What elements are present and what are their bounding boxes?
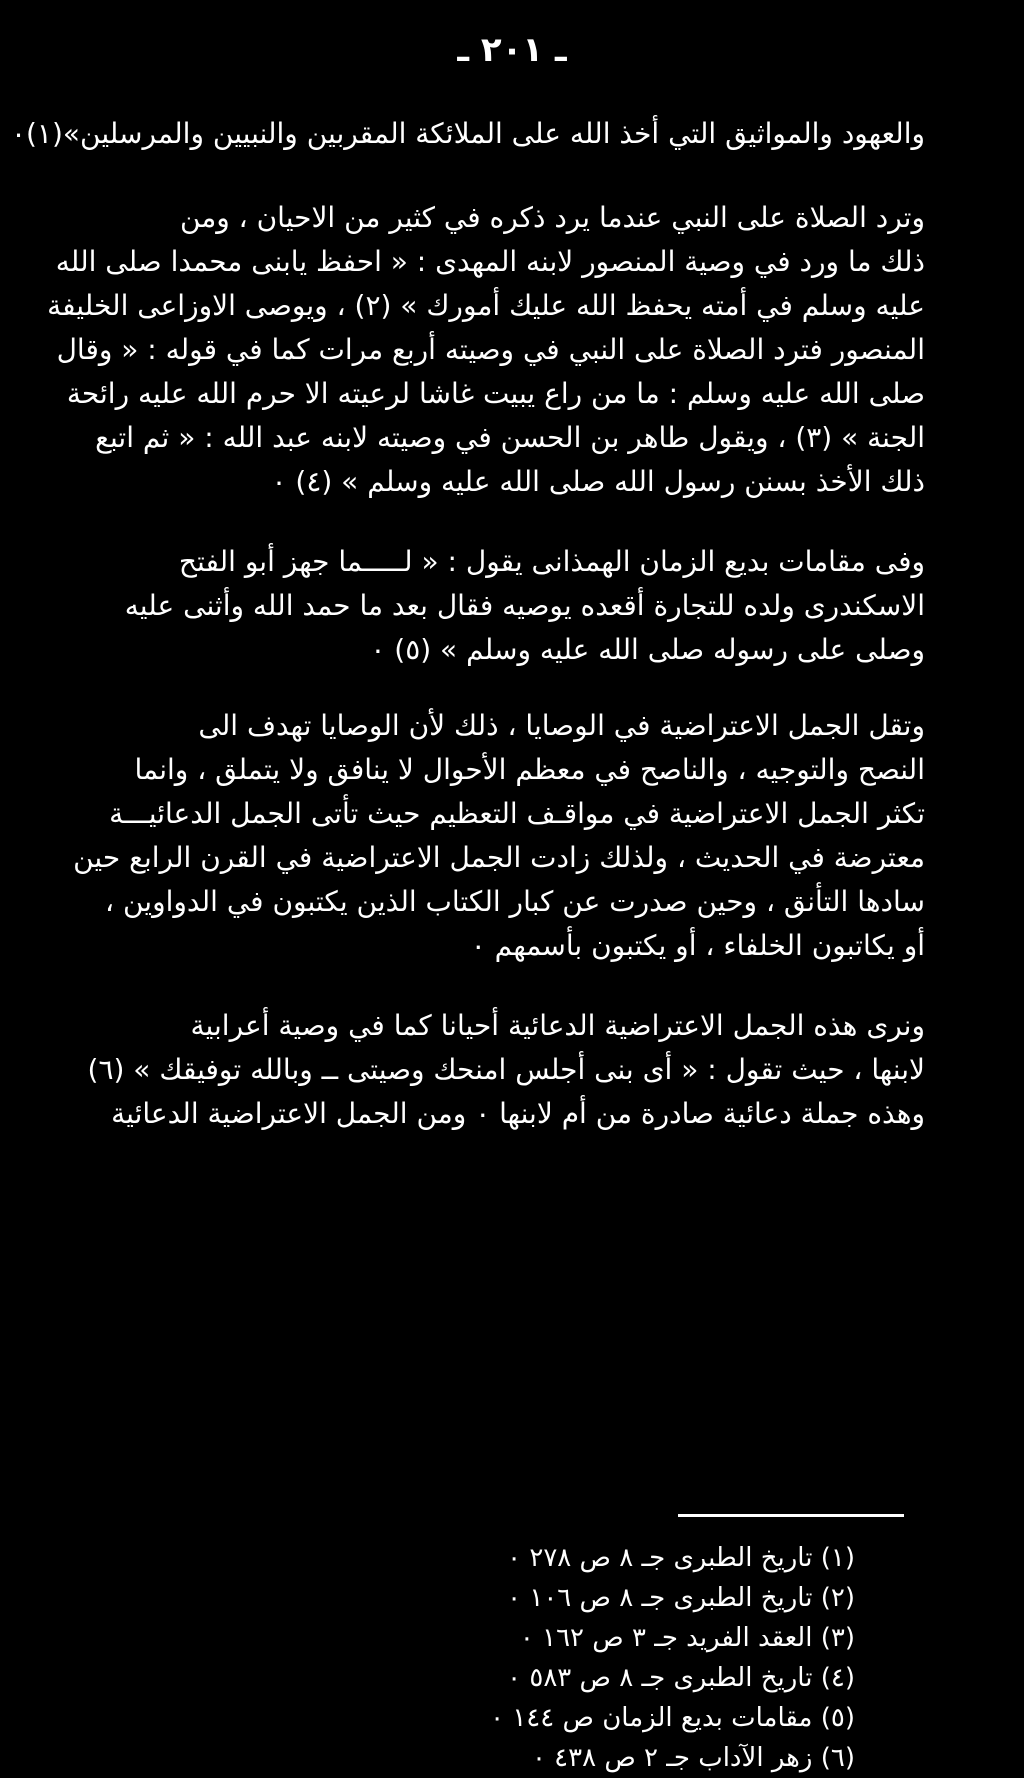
text-line: ذلك ما ورد في وصية المنصور لابنه المهدى : « احفظ يابنى محمدا صلى الله (55, 245, 925, 278)
text-line: الاسكندرى ولده للتجارة أقعده يوصيه فقال بعد ما حمد الله وأثنى عليه (124, 589, 925, 622)
text-line: تكثر الجمل الاعتراضية في مواقـف التعظيم حيث تأتى الجمل الدعائيـــة (109, 797, 925, 830)
text-line: لابنها ، حيث تقول : « أى بنى أجلس امنحك وصيتى ــ وبالله توفيقك » (٦) (87, 1053, 925, 1086)
footnote (507, 1578, 855, 1618)
text-line: صلى الله عليه وسلم : ما من راع يبيت غاشا لرعيته الا حرم الله عليه رائحة (66, 377, 925, 410)
text-line: عليه وسلم في أمته يحفظ الله عليك أمورك » (٢) ، ويوصى الاوزاعى الخليفة (47, 289, 925, 322)
footnote-marker: (٢) (820, 1583, 855, 1613)
footnote-text: مقامات بديع الزمان ص ١٤٤ ٠ (490, 1703, 813, 1733)
text-line: وتقل الجمل الاعتراضية في الوصايا ، ذلك لأن الوصايا تهدف الى (198, 709, 925, 742)
footnote-marker: (٥) (820, 1703, 855, 1733)
footnote-text: تاريخ الطبرى جـ ٨ ص ١٠٦ ٠ (507, 1583, 813, 1613)
footnote-marker: (٦) (820, 1743, 855, 1773)
text-line: ونرى هذه الجمل الاعتراضية الدعائية أحيانا كما في وصية أعرابية (190, 1009, 925, 1042)
footnote-marker: (٣) (820, 1623, 855, 1653)
footnote-separator (678, 1514, 904, 1517)
text-line: أو يكاتبون الخلفاء ، أو يكتبون بأسمهم ٠ (470, 929, 925, 962)
footnote (490, 1698, 855, 1738)
footnote-marker: (٤) (820, 1663, 855, 1693)
text-line: معترضة في الحديث ، ولذلك زادت الجمل الاعتراضية في القرن الرابع حين (73, 841, 925, 874)
footnote (507, 1658, 855, 1698)
footnote-marker: (١) (820, 1543, 855, 1573)
text-line: المنصور فترد الصلاة على النبي في وصيته أربع مرات كما في قوله : « وقال (56, 333, 925, 366)
footnote-text: تاريخ الطبرى جـ ٨ ص ٥٨٣ ٠ (507, 1663, 813, 1693)
footnote-text: تاريخ الطبرى جـ ٨ ص ٢٧٨ ٠ (507, 1543, 813, 1573)
text-line: النصح والتوجيه ، والناصح في معظم الأحوال لا ينافق ولا يتملق ، وانما (134, 753, 925, 786)
footnote-text: العقد الفريد جـ ٣ ص ١٦٢ ٠ (519, 1623, 813, 1653)
text-line: وفى مقامات بديع الزمان الهمذانى يقول : « لـــــما جهز أبو الفتح (178, 545, 925, 578)
text-line: سادها التأنق ، وحين صدرت عن كبار الكتاب الذين يكتبون في الدواوين ، (105, 885, 925, 918)
text-line: وترد الصلاة على النبي عندما يرد ذكره في كثير من الاحيان ، ومن (179, 201, 925, 234)
footnote (520, 1618, 855, 1658)
footnote (507, 1538, 855, 1578)
footnote (532, 1738, 855, 1778)
text-line: وصلى على رسوله صلى الله عليه وسلم » (٥) ٠ (370, 633, 925, 666)
text-line: والعهود والمواثيق التي أخذ الله على الملائكة المقربين والنبيين والمرسلين»(١)٠ (10, 117, 925, 150)
text-line: الجنة » (٣) ، ويقول طاهر بن الحسن في وصيته لابنه عبد الله : « ثم اتبع (95, 421, 925, 454)
footnote-text: زهر الآداب جـ ٢ ص ٤٣٨ ٠ (531, 1743, 813, 1773)
page-number: ـ ٢٠١ ـ (457, 30, 567, 70)
text-line: وهذه جملة دعائية صادرة من أم لابنها ٠ ومن الجمل الاعتراضية الدعائية (111, 1097, 925, 1130)
text-line: ذلك الأخذ بسنن رسول الله صلى الله عليه وسلم » (٤) ٠ (271, 465, 925, 498)
